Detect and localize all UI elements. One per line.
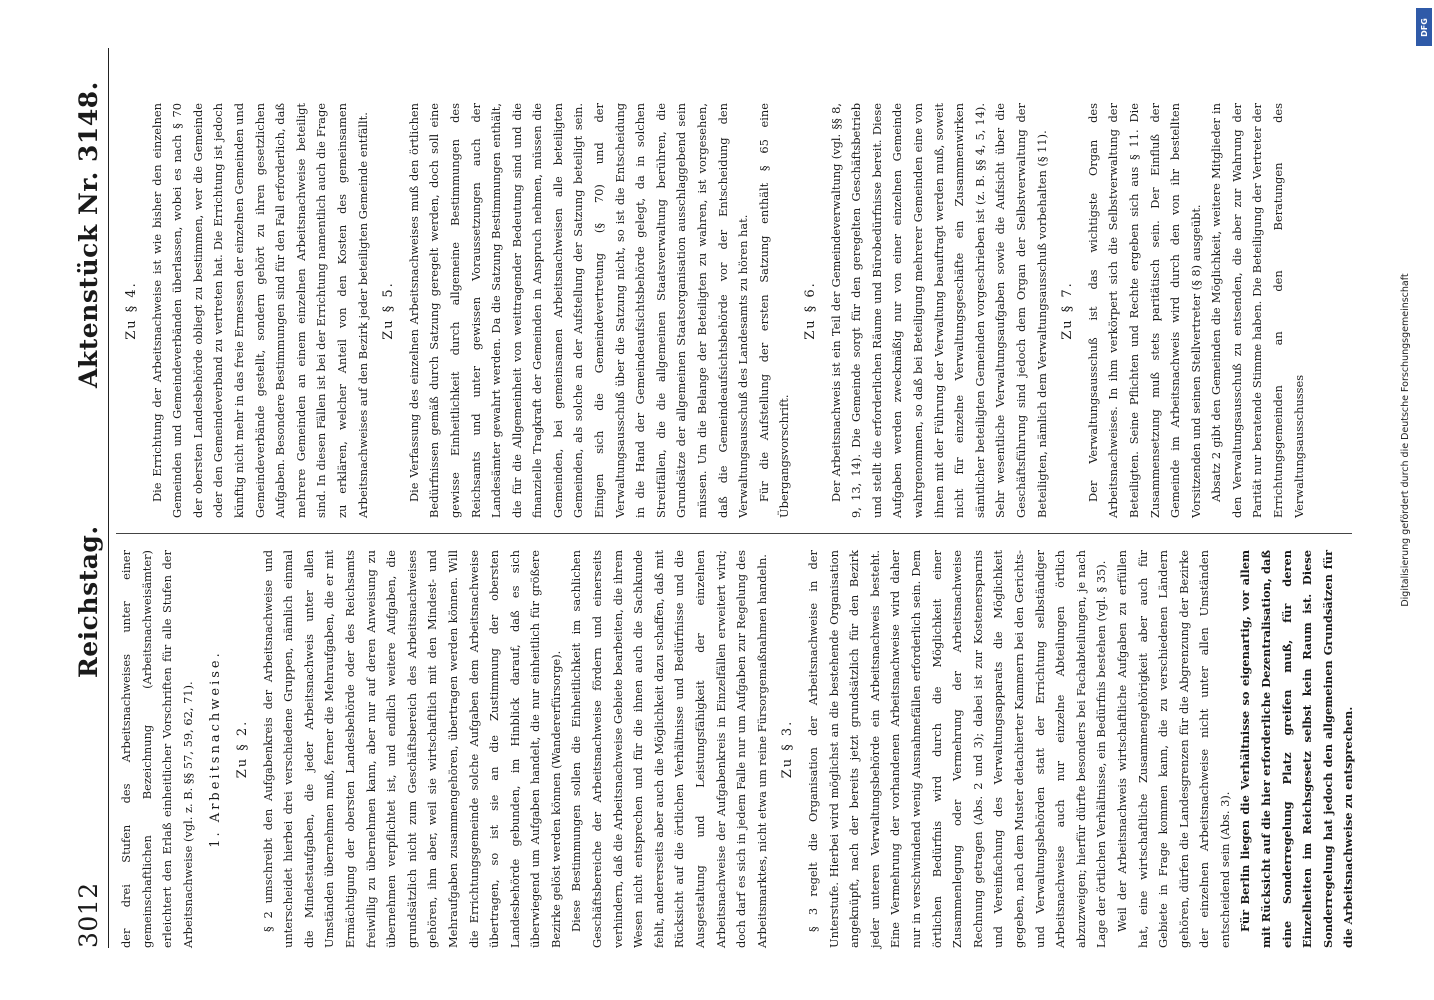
paragraph-zu-2-2: Diese Bestimmungen sollen die Einheitlichkeit im sachlichen Geschäftsbereiche der Arbeitsnachweise fördern und einerseits verhindern, daß die Arbeitsnachweise Gebiete bearbeiten, die ihrem Wesen nicht entsprechen und für die ihnen auch die Sachkunde fehlt, andererseits aber auch die Möglichkeit dazu schaffen, daß mit Rücksicht auf die örtlichen Verhältnisse und Bedürfnisse und die Ausgestaltung und Leistungsfähigkeit der einzelnen Arbeitsnachweise der Aufgabenkreis in Einzelfällen erweitert wird; doch darf es sich in jedem Falle nur um Aufgaben zur Regelung des Arbeitsmarktes, nicht etwa um reine Fürsorgemaßnahmen handeln.	[569, 550, 769, 948]
paragraph-zu-4-1: Die Errichtung der Arbeitsnachweise ist wie bisher den einzelnen Gemeinden und Gemeindeverbänden überlassen, wobei es nach § 70 der obersten Landesbehörde obliegt zu bestimmen, wer die Gemeinde oder den Gemeindeverband zu vertreten hat. Die Errichtung ist jedoch künftig nicht mehr in das freie Ermessen der einzelnen Gemeinden und Gemeindeverbände gestellt, sondern gehört zu ihren gesetzlichen Aufgaben. Besondere Bestimmungen sind für den Fall erforderlich, daß mehrere Gemeinden an einem einzelnen Arbeitsnachweise beteiligt sind. In diesen Fällen ist bei der Errichtung namentlich auch die Frage zu erklären, welcher Anteil von den Kosten des gemeinsamen Arbeitsnachweises auf den Bezirk jeder beteiligten Gemeinde entfällt.	[149, 103, 370, 518]
page-header	[74, 48, 109, 948]
intro-paragraph: der drei Stufen des Arbeitsnachweises unter einer gemeinschaftlichen Bezeichnung (Arbeitsnachweisämter) erleichtert den Erlaß einheitlicher Vorschriften für alle Stufen der Arbeitsnachweise (vgl. z. B. §§ 57, 59, 62, 71).	[119, 550, 195, 948]
heading-zu-5: Zu § 5.	[381, 281, 397, 340]
paragraph-zu-3-3: Für Berlin liegen die Verhältnisse so eigenartig, vor allem mit Rücksicht auf die hier erforderliche Dezentralisation, daß eine Sonderregelung Platz greifen muß, für deren Einzelheiten im Reichsgesetz selbst kein Raum ist. Diese Sonderregelung hat jedoch den allgemeinen Grundsätzen für die Arbeitsnachweise zu entsprechen.	[1238, 550, 1356, 948]
paragraph-zu-2-1: § 2 umschreibt den Aufgabenkreis der Arbeitsnachweise und unterscheidet hierbei drei verschiedene Gruppen, nämlich einmal die Mindestaufgaben, die jeder Arbeitsnachweis unter allen Umständen übernehmen muß, ferner die Mehraufgaben, die er mit Ermächtigung der obersten Landesbehörde oder des Reichsamts freiwillig zu übernehmen kann, aber nur auf deren Anweisung zu übernehmen verpflichtet ist, und endlich weitere Aufgaben, die grundsätzlich nicht zum Geschäftsbereich des Arbeitsnachweises gehören, ihm aber, weil sie wirtschaftlich mit den Mindest- und Mehraufgaben zusammengehören, übertragen werden können. Will die Errichtungsgemeinde solche Aufgaben dem Arbeitsnachweise übertragen, so ist sie an die Zustimmung der obersten Landesbehörde gebunden, im Hinblick darauf, daß es sich überwiegend um Aufgaben handelt, die nur einheitlich für größere Bezirke gelöst werden können (Wandererfürsorge).	[260, 550, 563, 948]
heading-zu-3: Zu § 3.	[780, 719, 796, 779]
heading-zu-4: Zu § 4.	[124, 281, 139, 340]
paragraph-zu-3-2: Weil der Arbeitsnachweis wirtschaftliche Aufgaben zu erfüllen hat, eine wirtschaftliche Zusammengehörigkeit aber auch für Gebiete in Frage kommen kann, die zu verschiedenen Ländern gehören, dürfen die Landesgrenzen für die Abgrenzung der Bezirke der einzelnen Arbeitsnachweise nicht unter allen Umständen entscheidend sein (Abs. 3).	[1114, 550, 1232, 948]
page-number: 3012	[74, 882, 103, 948]
heading-zu-7: Zu § 7.	[1060, 281, 1076, 340]
heading-zu-6: Zu § 6.	[803, 281, 818, 340]
paragraph-zu-3-1: § 3 regelt die Organisation der Arbeitsnachweise in der Unterstufe. Hierbei wird möglichst an die bestehende Organisation angeknüpft, nach der bereits jetzt grundsätzlich für den Bezirk jeder unteren Verwaltungsbehörde ein Arbeitsnachweis besteht. Eine Vermehrung der vorhandenen Arbeitsnachweise wird daher nur in verschwindend wenig Ausnahmefällen erforderlich sein. Dem örtlichen Bedürfnis wird durch die Möglichkeit einer Zusammenlegung oder Vermehrung der Arbeitsnachweise Rechnung getragen (Abs. 2 und 3); dabei ist zur Kostenersparnis und Vereinfachung des Verwaltungsapparats die Möglichkeit gegeben, nach dem Muster detachierter Kammern bei den Gerichts- und Verwaltungsbehörden statt der Errichtung selbständiger Arbeitsnachweise auch nur einzelne Abteilungen örtlich abzuzweigen; hierfür dürfte besonders bei Fachabteilungen, je nach Lage der örtlichen Verhältnisse, ein Bedürfnis bestehen (vgl. § 35).	[806, 550, 1109, 948]
paragraph-zu-7-1: Der Verwaltungsausschuß ist das wichtigste Organ des Arbeitsnachweises. In ihm verkörpert sich die Selbstverwaltung der Beteiligten. Seine Pflichten und Rechte ergeben sich aus § 11. Die Zusammensetzung muß stets paritätisch sein. Der Einfluß der Gemeinde im Arbeitsnachweis wird durch den von ihr bestellten Vorsitzenden und seinen Stellvertreter (§ 8) ausgeübt.	[1085, 103, 1203, 518]
document-number: Aktenstück Nr. 3148.	[74, 81, 103, 388]
right-column	[116, 103, 1352, 518]
paragraph-zu-5-2: Für die Aufstellung der ersten Satzung enthält § 65 eine Übergangsvorschrift.	[756, 103, 792, 518]
paragraph-zu-6-1: Der Arbeitsnachweis ist ein Teil der Gemeindeverwaltung (vgl. §§ 8, 9, 13, 14). Die Gemeinde sorgt für den geregelten Geschäftsbetrieb und stellt die erforderlichen Räume und Bürobedürfnisse bereit. Diese Aufgaben werden zweckmäßig nur von einer einzelnen Gemeinde wahrgenommen, so daß bei Beteiligung mehrerer Gemeinden eine von ihnen mit der Führung der Verwaltung beauftragt werden muß, soweit nicht für einzelne Verwaltungsgeschäfte ein Zusammenwirken sämtlicher beteiligten Gemeinden vorgeschrieben ist (z. B. §§ 4, 5, 14). Sehr wesentliche Verwaltungsaufgaben sowie die Aufsicht über die Geschäftsführung sind jedoch dem Organ der Selbstverwaltung der Beteiligten, nämlich dem Verwaltungsausschuß vorbehalten (§ 11).	[828, 103, 1049, 518]
section-heading: 1. Arbeitsnachweise.	[208, 650, 224, 848]
text-columns	[116, 48, 1356, 948]
column-divider	[116, 533, 1352, 534]
digitization-note: Digitalisierung gefördert durch die Deutsche Forschungsgemeinschaft	[1400, 273, 1411, 607]
dfg-logo	[1416, 8, 1432, 46]
heading-zu-2: Zu § 2.	[234, 719, 250, 779]
paragraph-zu-5-1: Die Verfassung des einzelnen Arbeitsnachweises muß den örtlichen Bedürfnissen gemäß durch Satzung geregelt werden, doch soll eine gewisse Einheitlichkeit durch allgemeine Bestimmungen des Reichsamts und unter gewissen Voraussetzungen auch der Landesämter gewahrt werden. Da die Satzung Bestimmungen enthält, die für die Allgemeinheit von weittragender Bedeutung sind und die finanzielle Tragkraft der Gemeinden in Anspruch nehmen, müssen die Gemeinden, bei gemeinsamen Arbeitsnachweisen alle beteiligten Gemeinden, als solche an der Aufstellung der Satzung beteiligt sein. Einigen sich die Gemeindevertretung (§ 70) und der Verwaltungsausschuß über die Satzung nicht, so ist die Entscheidung in die Hand der Gemeindeaufsichtsbehörde gelegt, da in solchen Streitfällen, die die allgemeinen Staatsverwaltung berühren, die Grundsätze der allgemeinen Staatsorganisation ausschlaggebend sein müssen. Um die Belange der Beteiligten zu wahren, ist vorgesehen, daß die Gemeindeaufsichtsbehörde vor der Entscheidung den Verwaltungsausschuß des Landesamts zu hören hat.	[406, 103, 751, 518]
left-column	[116, 550, 1356, 948]
digitization-footer	[1400, 60, 1434, 820]
dfg-logo-text: DFG	[1419, 17, 1429, 37]
header-title: Reichstag.	[74, 525, 103, 678]
document-page	[40, 30, 1380, 970]
paragraph-zu-7-2: Absatz 2 gibt den Gemeinden die Möglichkeit, weitere Mitglieder in den Verwaltungsausschuß zu entsenden, die aber zur Wahrung der Parität nur beratende Stimme haben. Die Beteiligung der Vertreter der Errichtungsgemeinden an den Beratungen des Verwaltungsausschusses	[1209, 103, 1306, 518]
